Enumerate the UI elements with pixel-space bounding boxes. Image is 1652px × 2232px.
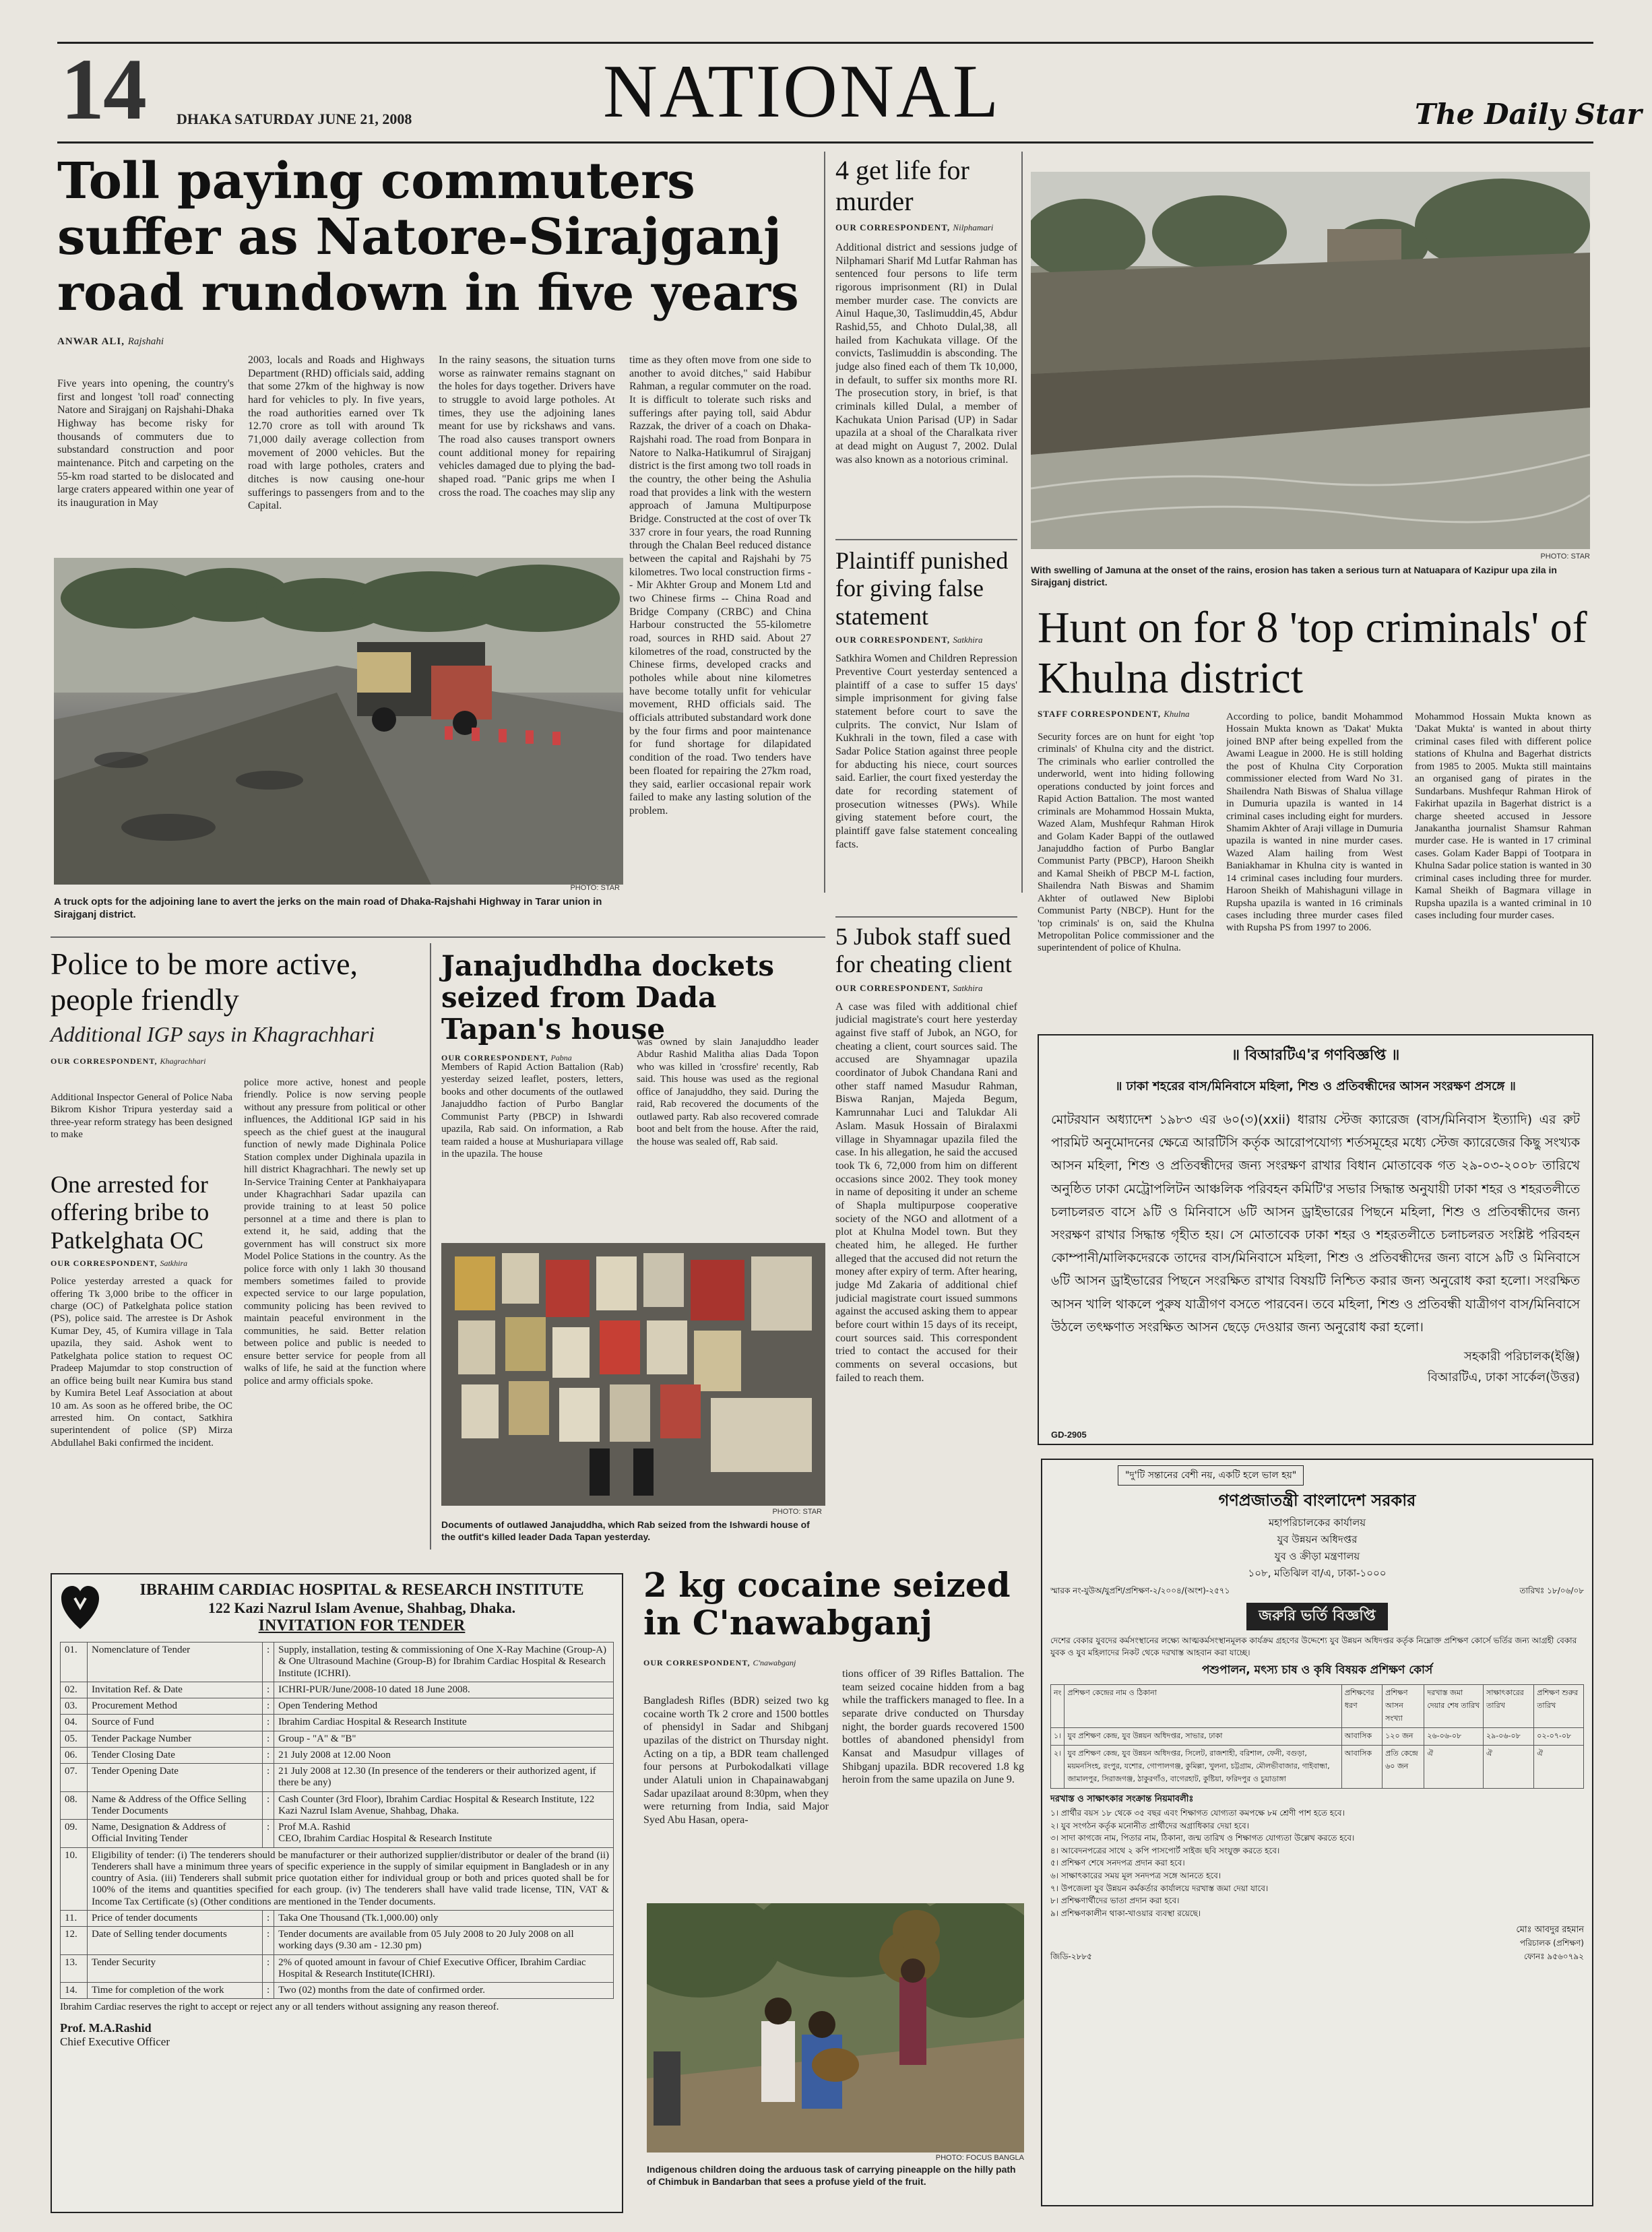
headline: Plaintiff punished for giving false statement xyxy=(835,547,1009,630)
table-row xyxy=(61,1910,614,1926)
table-cell: ২৬-০৬-০৮ xyxy=(1424,1728,1484,1746)
photo-caption: Indigenous children doing the arduous task of carrying pineapple on the hilly path of Chimbuk in Bandarban that sees a profuse yield of the fruit. xyxy=(647,2164,1016,2187)
table-cell: প্রতি কেন্দ্রে ৬০ জন xyxy=(1383,1746,1424,1789)
table-row xyxy=(61,1698,614,1715)
column-divider xyxy=(430,943,431,1550)
column-divider xyxy=(824,152,825,893)
subhead: Additional IGP says in Khagrachhari xyxy=(51,1021,375,1046)
term-item: ৩। সাদা কাগজে নাম, পিতার নাম, ঠিকানা, জন্ম তারিখ ও শিক্ষাগত যোগ্যতা উল্লেখ করতে হবে। xyxy=(1050,1833,1355,1843)
row-value: Prof M.A. Rashid CEO, Ibrahim Cardiac Hospital & Research Institute xyxy=(274,1820,614,1848)
ad-line: যুব উন্নয়ন অধিদপ্তর xyxy=(1277,1533,1358,1545)
table-cell: যুব প্রশিক্ষণ কেন্দ্র, যুব উন্নয়ন অধিদপ্তর, সাভার, ঢাকা xyxy=(1065,1728,1341,1746)
story-column: Bangladesh Rifles (BDR) seized two kg cocaine worth Tk 2 crore and 1500 bottles of phensidyl in Sadar and Shibganj upazilas of the district on Thursday night. Acting on a tip, a BDR team challenged four persons at Purbokodalkati village under Alatuli union in Chapainawabganj Sadar upazilaat around 8:30pm, when they were returning from India, said Major Syed Abu Hasan, opera- xyxy=(643,1695,829,1826)
row-value: Tender documents are available from 05 July 2008 to 20 July 2008 on all working days (9.30 am - 12.30 pm) xyxy=(274,1927,614,1955)
row-colon: : xyxy=(263,1682,274,1698)
headline: Hunt on for 8 'top criminals' of Khulna district xyxy=(1038,603,1587,703)
terms-title: দরখাস্ত ও সাক্ষাৎকার সংক্রান্ত নিয়মাবলীঃ xyxy=(1050,1794,1194,1804)
row-number: 05. xyxy=(61,1731,88,1747)
byline-place: C'nawabganj xyxy=(753,1658,796,1667)
table-row xyxy=(61,1791,614,1820)
ad-org: IBRAHIM CARDIAC HOSPITAL & RESEARCH INSTITUTE xyxy=(139,1581,584,1599)
story-column: In the rainy seasons, the situation turns worse as rainwater remains stagnant on the holes for days together. Drivers have to struggle to avoid large potholes. At times, they use the adjoining lanes meant for use by rickshaws and vans. The road also causes transport owners count additional money for repairing vehicles damaged due to plying the bad-shaped road. "Panic grips me when I cross the road. The coaches may slip any xyxy=(439,354,615,499)
row-colon: : xyxy=(263,1698,274,1715)
table-header-row xyxy=(1051,1685,1584,1728)
byline: OUR CORRESPONDENT, xyxy=(441,1053,548,1063)
byline: OUR CORRESPONDENT, xyxy=(835,982,951,993)
truck-photo xyxy=(54,558,623,885)
photo-credit: PHOTO: STAR xyxy=(772,1508,822,1516)
row-colon: : xyxy=(263,1927,274,1955)
story-column: was owned by slain Janajuddho leader Abdur Rashid Malitha alias Dada Topon who was killed in 'crossfire' recently, Rab said. This house was used as the regional office of Janajuddho, they said. During the raid, Rab recovered the documents of the outlawed party. Rab also recovered comrade boot and belt from the house. After the raid, the house was sealed off, Rab said. xyxy=(637,1037,819,1147)
story-body: Additional district and sessions judge of Nilphamari Sharif Md Lutfar Rahman has sentenced four persons to life term rigorous imprisonment (RI) in Dulal member murder case. The convicts are Ainul Haque,30, Taslimuddin,45, Abdur Rashid,55, and Chhoto Dulal,38, all hailed from Kachukata village. Of the convicts, Taslimuddin is absconding. The judge also fined each of them Tk 10,000, in default, to suffer six months more RI. The prosecution story, in brief, is that criminals killed Dulal, a member of Kachukata Union Parisad (UP) in Sadar upazila at a shoal of the Charalkata river at dead might on August 7, 2002. Dulal was also known as a notorious criminal. xyxy=(835,242,1017,466)
byline: OUR CORRESPONDENT, xyxy=(51,1056,158,1066)
row-label: Name, Designation & Address of Official Inviting Tender xyxy=(88,1820,263,1848)
row-value: ICHRI-PUR/June/2008-10 dated 18 June 2008. xyxy=(274,1682,614,1698)
row-label: Source of Fund xyxy=(88,1715,263,1731)
table-cell: আবাসিক xyxy=(1341,1746,1382,1789)
row-label: Tender Package Number xyxy=(88,1731,263,1747)
table-cell: ১। xyxy=(1051,1728,1065,1746)
toll-story xyxy=(57,154,819,348)
row-number: 14. xyxy=(61,1983,88,1999)
table-cell: প্রশিক্ষণ শুরুর তারিখ xyxy=(1534,1685,1584,1728)
table-row xyxy=(61,1927,614,1955)
byline-place: Rajshahi xyxy=(127,336,164,347)
table-cell: দরখাস্ত জমা দেয়ার শেষ তারিখ xyxy=(1424,1685,1484,1728)
row-label: Date of Selling tender documents xyxy=(88,1927,263,1955)
course-table xyxy=(1050,1684,1584,1789)
row-number: 03. xyxy=(61,1698,88,1715)
story-body: Satkhira Women and Children Repression Preventive Court yesterday sentenced a plaintiff of a case to suffer 15 days' simple imprisonment for giving false statement before court to save the culprits. The convict, Nur Islam of Kukhrali in the town, filed a case with Sadar Police Station against three people for abducting his niece, court sources said. Earlier, the court fixed yesterday the date for recording statement of prosecution witnesses (PWs). While giving statement before court, the plaintiff gave false statement concealing facts. xyxy=(835,653,1017,850)
top-rule xyxy=(57,42,1593,44)
byline-place: Satkhira xyxy=(160,1258,188,1269)
ad-subtitle: ॥ ঢাকা শহরের বাস/মিনিবাসে মহিলা, শিশু ও প্রতিবন্ধীদের আসন সংরক্ষণ প্রসঙ্গে ॥ xyxy=(1115,1079,1516,1093)
eligibility-text: Eligibility of tender: (i) The tenderers should be manufacturer or their authorized supplier/distributor or dealer of the brand (ii) Tenderers shall have a minimum three years of specific experience in the supply of similar equipment in Bangladesh or in any country of Asia. (iii) Tenderers shall submit price quotation either for individual group or both and prices quoted shall be for 100% of the items and quantities specified for each group. (iv) The tenderers shall have valid trade license, TIN, VAT & Income Tax Certificate (s) (Other conditions are mentioned in the Tender documents. xyxy=(88,1847,614,1910)
table-cell: ১২০ জন xyxy=(1383,1728,1424,1746)
row-colon: : xyxy=(263,1954,274,1983)
photo-caption: Documents of outlawed Janajuddha, which Rab seized from the Ishwardi house of the outfit's killed leader Dada Tapan yesterday. xyxy=(441,1519,810,1542)
table-cell: ০২-০৭-০৮ xyxy=(1534,1728,1584,1746)
story-body: A case was filed with additional chief judicial magistrate's court here yesterday against five staff of Jubok, an NGO, for cheating a client, court sources said. The accused are Shyamnagar upazila coordinator of Jubok Chandana Rani and other staff named Masudur Rahman, Biswa Ranjan, Majeda Begum, Kamrunnahar Luci and Talukdar Ali Aslam. Masuk Hossain of Biralaxmi village in Shyamnagar upazila filed the case. In his allegation, he said the accused took Tk 6, 72,000 from him on different occasions since 2002. They took money in name of depositing it under an scheme of Shapla multipurpose cooperative society of the NGO and allotment of a plot at Khulna Model town. But they cheated him, he alleged. He further alleged that the accused did not return the money after expiry of term. After hearing, judge Md Zakaria of additional chief judicial magistrate court issued summons against the accused asking them to appear before court within 15 days of its receipt, court sources said. This correspondent tried to contact the accused for their comments on several occasions, but failed to reach them. xyxy=(835,1000,1017,1384)
table-row xyxy=(61,1715,614,1731)
term-item: ৫। প্রশিক্ষণ শেষে সনদপত্র প্রদান করা হবে। xyxy=(1050,1858,1185,1868)
table-cell: আবাসিক xyxy=(1341,1728,1382,1746)
ad-code: GD-2905 xyxy=(1051,1430,1087,1440)
table-row xyxy=(61,1820,614,1848)
ad-signer: Prof. M.A.Rashid xyxy=(60,2021,152,2035)
row-colon: : xyxy=(263,1983,274,1999)
term-item: ২। যুব সংগঠন কর্তৃক মনোনীত প্রার্থীদের অগ্রাধিকার দেয়া হবে। xyxy=(1050,1820,1249,1830)
headline: 4 get life for murder xyxy=(835,155,970,216)
ad-course: পশুপালন, মৎস্য চাষ ও কৃষি বিষয়ক প্রশিক্ষণ কোর্স xyxy=(1201,1663,1433,1677)
govt-ad xyxy=(1041,1459,1593,2206)
row-colon: : xyxy=(263,1643,274,1682)
table-cell: প্রশিক্ষণ কেন্দ্রের নাম ও ঠিকানা xyxy=(1065,1685,1341,1728)
byline: OUR CORRESPONDENT, xyxy=(643,1658,751,1667)
photo-credit: PHOTO: STAR xyxy=(1540,552,1590,561)
row-label: Procurement Method xyxy=(88,1698,263,1715)
row-number: 12. xyxy=(61,1927,88,1955)
row-value: Two (02) months from the date of confirmed order. xyxy=(274,1983,614,1999)
section-rule xyxy=(51,936,825,938)
story-column: police more active, honest and people friendly. Police is now serving people without any pressure from political or other influences, the Additional IGP said in his speech as the chief guest at the inaugural function of newly made Dighinala Police Station complex under Dighinala upazila in hill district Khagrachhari. The newly set up In-Service Training Center at Pankhaiyapara under Khagrachhari Sadar upazila can provide training to at least 50 police personnel at a time and there is plan to extend it, he said, adding that the government has will construct six more Model Police Stations in the country. As the police force with only 1 lakh 30 thousand members sometimes failed to provide expected service to our large population, community policing has been revived to maintain peaceful environment in the communities, he said. Better relation between police and public is needed to ensure better service for people from all walks of life, he said at the function where police and army officials spoke. xyxy=(244,1077,426,1386)
ad-signer-title: Chief Executive Officer xyxy=(60,2035,170,2049)
row-value: Ibrahim Cardiac Hospital & Research Institute xyxy=(274,1715,614,1731)
byline-place: Nilphamari xyxy=(953,222,994,232)
ad-title: জরুরি ভর্তি বিজ্ঞপ্তি xyxy=(1246,1603,1387,1630)
row-value: 21 July 2008 at 12.00 Noon xyxy=(274,1747,614,1763)
story-column: Mohammod Hossain Mukta known as 'Dakat Mukta' is wanted in about thirty criminal cases filed with different police stations of Khulna and Bagerhat districts from 1985 to 2005. Mukta still maintains an organised gang of pirates in the Sundarbans. Mushfequr Rahman Hirok of Fakirhat upazila in Bagerhat district is a charge sheeted accused in Jessore Janakantha journalist Shamsur Rahman murder case. He is wanted in 17 criminal cases. Golam Kader Bappi of Tootpara in Khulna Sadar police station is wanted in 30 criminal cases including three for murder. Kamal Sheikh of Bagmara village in Rupsha upazila is a wanted criminal in 10 cases including four murder cases. xyxy=(1415,711,1591,921)
table-row xyxy=(61,1682,614,1698)
byline-place: Khagrachhari xyxy=(160,1056,206,1066)
story-column: Security forces are on hunt for eight 'top criminals' of Khulna city and the district. The criminals who earlier controlled the underworld, went into hiding following operations conducted by joint forces and Rapid Action Battalion. The most wanted criminals are Mohammod Hossain Mukta, Wazed Alam, Mushfequr Rahman Hirok and Golam Kader Bappi of the outlawed Janajuddho faction of Purbo Banglar Communist Party (PBCP), Haroon Sheikh and Kamal Sheikh of PBCP M-L faction, Shailendra Nath Biswas and Shamim Akhter of outlawed New Biplobi Communist Party (NBCP). Hunt for the 'top criminals' is on, said the Khulna Metropolitan Police commissioner and the superintendent of police of Khulna. xyxy=(1038,732,1214,954)
term-item: ৪। আবেদনপত্রের সাথে ২ কপি পাসপোর্ট সাইজ ছবি সংযুক্ত করতে হবে। xyxy=(1050,1845,1280,1855)
row-value: Cash Counter (3rd Floor), Ibrahim Cardiac Hospital & Research Institute, 122 Kazi Nazrul Islam Avenue, Shahbag, Dhaka. xyxy=(274,1791,614,1820)
pineapple-photo xyxy=(647,1903,1024,2153)
paper-logo: The Daily Star xyxy=(1415,98,1642,131)
tender-table xyxy=(60,1642,614,1999)
erosion-photo xyxy=(1031,172,1590,549)
row-colon: : xyxy=(263,1731,274,1747)
table-row xyxy=(61,1643,614,1682)
headline: Janajudhdha dockets seized from Dada Tapan's house xyxy=(441,949,775,1046)
story-rule xyxy=(835,916,1017,918)
term-item: ৬। সাক্ষাৎকারের সময় মূল সনদপত্র সঙ্গে আনতে হবে। xyxy=(1050,1870,1221,1880)
table-row xyxy=(61,1747,614,1763)
ad-sign2: বিআরটিএ, ঢাকা সার্কেল(উত্তর) xyxy=(1427,1370,1580,1384)
row-value: Supply, installation, testing & commissioning of One X-Ray Machine (Group-A) & One Ultrasound Machine (Group-B) for Ibrahim Cardiac Hospital & Research Institute (ICHRI). xyxy=(274,1643,614,1682)
cocaine-story xyxy=(643,1566,1034,1668)
documents-photo xyxy=(441,1243,825,1506)
row-number: 01. xyxy=(61,1643,88,1682)
row-value: Group - "A" & "B" xyxy=(274,1731,614,1747)
heart-logo-icon xyxy=(60,1585,100,1632)
headline: Toll paying commuters suffer as Natore-Sirajganj road rundown in five years xyxy=(57,152,799,322)
table-cell: ঐ xyxy=(1534,1746,1584,1789)
row-label: Price of tender documents xyxy=(88,1910,263,1926)
photo-credit: PHOTO: STAR xyxy=(570,884,620,892)
row-label: Tender Security xyxy=(88,1954,263,1983)
headline: One arrested for offering bribe to Patkelghata OC xyxy=(51,1171,210,1254)
row-number: 02. xyxy=(61,1682,88,1698)
row-label: Name & Address of the Office Selling Tender Documents xyxy=(88,1791,263,1820)
byline-place: Satkhira xyxy=(953,635,983,645)
ad-code: জিডি-২৮৮৫ xyxy=(1050,1952,1092,1962)
table-cell: ঐ xyxy=(1424,1746,1484,1789)
row-value: 21 July 2008 at 12.30 (In presence of the tenderers or their authorized agent, if there be any) xyxy=(274,1764,614,1792)
ad-footer: Ibrahim Cardiac reserves the right to accept or reject any or all tenders without assigning any reason thereof. xyxy=(60,2002,499,2013)
ad-signer: মোঃ আবদুর রহমান xyxy=(1516,1925,1584,1936)
table-cell: ঐ xyxy=(1483,1746,1533,1789)
table-row xyxy=(61,1764,614,1792)
row-number: 07. xyxy=(61,1764,88,1792)
row-colon: : xyxy=(263,1791,274,1820)
ad-phone: ফোনঃ ৯৫৬০৭৯২ xyxy=(1523,1952,1584,1962)
ad-title: INVITATION FOR TENDER xyxy=(258,1617,466,1634)
ad-intro: দেশের বেকার যুবদের কর্মসংস্থানের লক্ষ্যে আত্মকর্মসংস্থানমূলক কার্যক্রম গ্রহণের উদ্দেশ্যে যুব উন্নয়ন অধিদপ্তর কর্তৃক নিম্নোক্ত প্রশিক্ষণ কোর্সে ভর্তির জন্য আগ্রহী বেকার যুবক ও যুব মহিলাদের নিকট থেকে দরখাস্ত আহবান করা যাচ্ছে। xyxy=(1050,1636,1577,1657)
police-story xyxy=(51,947,428,1066)
row-number: 11. xyxy=(61,1910,88,1926)
table-cell: প্রশিক্ষণের ধরণ xyxy=(1341,1685,1382,1728)
ad-title: ॥ বিআরটিএ'র গণবিজ্ঞপ্তি ॥ xyxy=(1231,1047,1400,1064)
row-label: Tender Closing Date xyxy=(88,1747,263,1763)
term-item: ৯। প্রশিক্ষণকালীন থাকা-খাওয়ার ব্যবস্থা রয়েছে। xyxy=(1050,1908,1201,1918)
headline: 2 kg cocaine seized in C'nawabganj xyxy=(643,1565,1011,1643)
table-cell: নং xyxy=(1051,1685,1065,1728)
story-body: Police yesterday arrested a quack for offering Tk 3,000 bribe to the officer in charge (OC) of Patkelghata police station (PS), police said. The arrestee is Dr Ashok Kumar Dey, 45, of Kumira village in Tala upazila, they said. Ashok went to Patkelghata police station to request OC Pradeep Majumdar to stop construction of an office being built near Kumira bus stand by Kumira Betel Leaf Association at about 10 am. As soon as he offered bribe, the OC arrested him. On contact, Satkhira superintendent of police (SP) Mirza Abdullahel Baki confirmed the incident. xyxy=(51,1276,232,1448)
row-label: Nomenclature of Tender xyxy=(88,1643,263,1682)
photo-caption: A truck opts for the adjoining lane to avert the jerks on the main road of Dhaka-Rajshahi Highway in Tarar union in Sirajganj district. xyxy=(54,896,602,920)
row-number: 04. xyxy=(61,1715,88,1731)
row-number: 06. xyxy=(61,1747,88,1763)
term-item: ১। প্রার্থীর বয়স ১৮ থেকে ৩৫ বছর এবং শিক্ষাগত যোগ্যতা কমপক্ষে ৮ম শ্রেণী পাশ হতে হবে। xyxy=(1050,1808,1345,1818)
photo-credit: PHOTO: FOCUS BANGLA xyxy=(935,2154,1024,2162)
bribe-story xyxy=(51,1171,232,1531)
ad-line: যুব ও ক্রীড়া মন্ত্রণালয় xyxy=(1274,1550,1360,1562)
ad-line: ১০৮, মতিঝিল বা/এ, ঢাকা-১০০০ xyxy=(1248,1567,1387,1579)
ad-memo: স্মারক নং-যুউঅ/যুপ্রশি/প্রশিক্ষণ-২/২০০৪/(অংশ)-২৫৭১ xyxy=(1050,1586,1230,1595)
story-column: Additional Inspector General of Police Naba Bikrom Kishor Tripura yesterday said a three-year reform strategy has been designed to make xyxy=(51,1092,232,1141)
row-number: 09. xyxy=(61,1820,88,1848)
byline-place: Khulna xyxy=(1164,709,1190,720)
row-colon: : xyxy=(263,1820,274,1848)
table-row xyxy=(1051,1746,1584,1789)
row-number: 13. xyxy=(61,1954,88,1983)
life-story xyxy=(835,155,1017,538)
masthead-rule xyxy=(57,141,1593,144)
byline: OUR CORRESPONDENT, xyxy=(835,222,951,232)
byline-place: Pabna xyxy=(550,1053,572,1063)
row-label: Time for completion of the work xyxy=(88,1983,263,1999)
table-cell: ২। xyxy=(1051,1746,1065,1789)
table-cell: ২৯-০৬-০৮ xyxy=(1483,1728,1533,1746)
table-row xyxy=(61,1954,614,1983)
row-colon: : xyxy=(263,1715,274,1731)
photo-caption: With swelling of Jamuna at the onset of the rains, erosion has taken a serious turn at Natuapara of Kazipur upa zila in Sirajganj district. xyxy=(1031,565,1557,587)
byline: ANWAR ALI, xyxy=(57,336,125,347)
table-row xyxy=(61,1983,614,1999)
ad-gov: গণপ্রজাতন্ত্রী বাংলাদেশ সরকার xyxy=(1218,1491,1416,1510)
column-divider xyxy=(1021,152,1023,893)
dateline: DHAKA SATURDAY JUNE 21, 2008 xyxy=(177,110,412,127)
story-column: time as they often move from one side to another to avoid ditches," said Habibur Rahman, a regular commuter on the road. It is difficult to tolerate such risks and sufferings after paying toll, said Abdur Razzak, the driver of a coach on Dhaka-Rajshahi road. The road from Bonpara in Natore to Nalka-Hatikumrul of Sirajganj district is the first among two toll roads in the country, the other being the Ashulia road that provides a link with the western approach of Jamuna Multipurpose Bridge. Constructed at the cost of over Tk 337 crore in four years, the road Running through the Chalan Beel reduced distance between the capital and Rajshahi by 75 kilometres. Two local construction firms -- Mir Akhter Group and Monem Ltd and two Chinese firms -- China Road and Bridge Company (CRBC) and China Harbour constructed the 55-kilometre road, sources in RHD said. About 27 kilometres of the road, constructed by the Chinese firms, developed cracks and potholes while about nine kilometres have become totally unfit for vehicular movement, RHD officials said. The officials attributed substandard work done by the four firms and poor maintenance for fund shortage for dilapidated condition of the road. Two tenders have been floated for repairing the 27km road, they said, earlier occasional repair work failed to make any lasting solution of the problem. xyxy=(629,354,811,817)
row-value: Taka One Thousand (Tk.1,000.00) only xyxy=(274,1910,614,1926)
headline: 5 Jubok staff sued for cheating client xyxy=(835,923,1012,978)
jubok-story xyxy=(835,923,1017,1593)
table-cell: সাক্ষাৎকারের তারিখ xyxy=(1483,1685,1533,1728)
khulna-story xyxy=(1038,603,1590,720)
row-number: 08. xyxy=(61,1791,88,1820)
story-column: According to police, bandit Mohammod Hossain Mukta known as 'Dakat' Mukta joined BNP after being expelled from the Awami League in 2000. He is still holding the post of Khulna City Corporation commissioner elected from Ward No 31. Shailendra Nath Biswas of Shalua village in Dumuria upazila is wanted in 14 criminal cases including eight for murders. Shamim Akhter of Araji village in Dumuria upazila is wanted in nine murder cases. Wazed Alam hailing from West Baniakhamar in Khulna city is wanted in 14 criminal cases including four murders. Haroon Sheikh of Mahishaguni village in Rupsha upazila is wanted in 16 criminals cases including three murder cases filed with Rupsha PS from 1997 to 2006. xyxy=(1226,711,1403,934)
ad-body: মোটরযান অধ্যাদেশ ১৯৮৩ এর ৬০(৩)(xxii) ধারায় স্টেজ ক্যারেজ (বাস/মিনিবাস ইত্যাদি) এর রুট পারমিট অনুমোদনের ক্ষেত্রে আরটিসি কর্তৃক আরোপযোগ্য শর্তসমূহের মধ্যে স্টেজ ক্যারেজের কিছু সংখ্যক আসন মহিলা, শিশু ও প্রতিবন্ধীদের জন্য সংরক্ষণ রাখার বিধান মোতাবেক গত ২৯-০৩-২০০৮ তারিখে অনুষ্ঠিত ঢাকা মেট্রোপলিটন আঞ্চলিক পরিবহন কমিটি'র সভার সিদ্ধান্ত অনুযায়ী ঢাকা শহর ও শহরতলীতে চলাচলরত বাসে ৯টি ও মিনিবাসে ৬টি আসন ড্রাইভারের পিছনে মহিলা, শিশু ও প্রতিবন্ধীদের জন্য সংরক্ষণ রাখার সিদ্ধান্ত গৃহীত হয়। সে মোতাবেক ঢাকা শহর ও শহরতলীতে চলাচলরত সংশ্লিষ্ট পরিবহন কোম্পানী/মালিকদেরকে তাদের বাস/মিনিবাসে মহিলা, শিশু ও প্রতিবন্ধীদের জন্য বাসে ৯টি ও মিনিবাসে ৬টি আসন ড্রাইভারের পিছনে সংরক্ষিত রাখার বিষয়টি নিশ্চিত করার জন্য অনুরোধ করা হলো। সংরক্ষিত আসন খালি থাকলে পুরুষ যাত্রীগণ বসতে পারবেন। তবে মহিলা, শিশু ও প্রতিবন্ধী যাত্রীগণ বাস/মিনিবাসে উঠলে তৎক্ষণাত সংরক্ষিত আসন ছেড়ে দেওয়ার জন্য অনুরোধ করা হলো। xyxy=(1051,1112,1580,1335)
story-column: Members of Rapid Action Battalion (Rab) yesterday seized leaflet, posters, letters, books and other documents of the outlawed Janajuddho faction of Purbo Banglar Communist Party (PBCP) in Ishwardi upazila, Rab said. On information, a Rab team raided a house at Mushuriapara village in the upazila. The house xyxy=(441,1062,623,1160)
plaintiff-story xyxy=(835,547,1017,922)
byline: OUR CORRESPONDENT, xyxy=(835,635,951,645)
row-value: Open Tendering Method xyxy=(274,1698,614,1715)
section-title: NATIONAL xyxy=(603,50,1001,133)
row-colon: : xyxy=(263,1910,274,1926)
ad-slogan: "দু'টি সন্তানের বেশী নয়, একটি হলে ভাল হয়" xyxy=(1118,1465,1304,1486)
table-row xyxy=(61,1731,614,1747)
row-colon: : xyxy=(263,1747,274,1763)
tender-ad xyxy=(51,1573,623,2213)
ad-sign1: সহকারী পরিচালক(ইঞ্জি) xyxy=(1463,1349,1580,1364)
story-rule xyxy=(835,539,1017,540)
table-cell: প্রশিক্ষণ আসন সংখ্যা xyxy=(1383,1685,1424,1728)
table-row xyxy=(1051,1728,1584,1746)
byline: OUR CORRESPONDENT, xyxy=(51,1258,158,1269)
row-label: Invitation Ref. & Date xyxy=(88,1682,263,1698)
byline: STAFF CORRESPONDENT, xyxy=(1038,709,1161,720)
row-value: 2% of quoted amount in favour of Chief Executive Officer, Ibrahim Cardiac Hospital & Research Institute(ICHRI). xyxy=(274,1954,614,1983)
term-item: ৭। উপজেলা যুব উন্নয়ন কর্মকর্তার কার্যালয়ে দরখাস্ত জমা দেয়া যাবে। xyxy=(1050,1883,1269,1893)
ad-date: তারিখঃ ১৮/০৬/০৮ xyxy=(1519,1586,1584,1595)
page-number: 14 xyxy=(61,41,146,138)
row-number: 10. xyxy=(61,1847,88,1910)
story-column: 2003, locals and Roads and Highways Department (RHD) officials said, adding that some 27km of the highway is now hard for vehicles to ply. In five years, the road authorities earned over Tk 12.70 crore as toll with around Tk 71,000 daily average collection from movement of 2000 vehicles. But the road with large potholes, craters and ditches is now causing one-hour sufferings to passengers from and to the Capital. xyxy=(248,354,424,512)
table-row xyxy=(61,1847,614,1910)
table-cell: যুব প্রশিক্ষণ কেন্দ্র, যুব উন্নয়ন অধিদপ্তর, সিলেট, রাজশাহী, বরিশাল, ফেনী, বগুড়া, ময়মনসিংহ, রংপুর, যশোর, গোপালগঞ্জ, কুমিল্লা, খুলনা, চট্টগ্রাম, মৌলভীবাজার, গাইবান্ধা, জামালপুর, সিরাজগঞ্জ, ঠাকুরগাঁও, বাগেরহাট, কুষ্টিয়া, ফরিদপুর ও চুয়াডাঙ্গা xyxy=(1065,1746,1341,1789)
story-column: tions officer of 39 Rifles Battalion. The team seized cocaine hidden from a bag while the traffickers managed to flee. In a separate drive conducted on Thursday night, the border guards recovered 1500 bottles of abandoned phensidyl from Kansat and Masudpur villages of Shibganj upazila. BDR recovered 1.8 kg heroin from the same upazila on June 9. xyxy=(842,1668,1024,1786)
story-column: Five years into opening, the country's first and longest 'toll road' connecting Natore and Sirajganj on Rajshahi-Dhaka Highway has become risky for thousands of commuters due to substandard construction and poor maintenance. Pitch and carpeting on the 55-km road started to be dislocated and large craters appeared within one year of its inauguration in May xyxy=(57,378,234,509)
ad-address: 122 Kazi Nazrul Islam Avenue, Shahbag, Dhaka. xyxy=(208,1599,516,1616)
byline-place: Satkhira xyxy=(953,982,983,993)
ad-line: মহাপরিচালকের কার্যালয় xyxy=(1268,1517,1366,1529)
term-item: ৮। প্রশিক্ষণার্থীদের ভাতা প্রদান করা হবে। xyxy=(1050,1896,1180,1906)
brta-ad xyxy=(1038,1034,1593,1445)
headline: Police to be more active, people friendly xyxy=(51,947,358,1017)
ad-signer-title: পরিচালক (প্রশিক্ষণ) xyxy=(1519,1938,1584,1948)
row-colon: : xyxy=(263,1764,274,1792)
row-label: Tender Opening Date xyxy=(88,1764,263,1792)
